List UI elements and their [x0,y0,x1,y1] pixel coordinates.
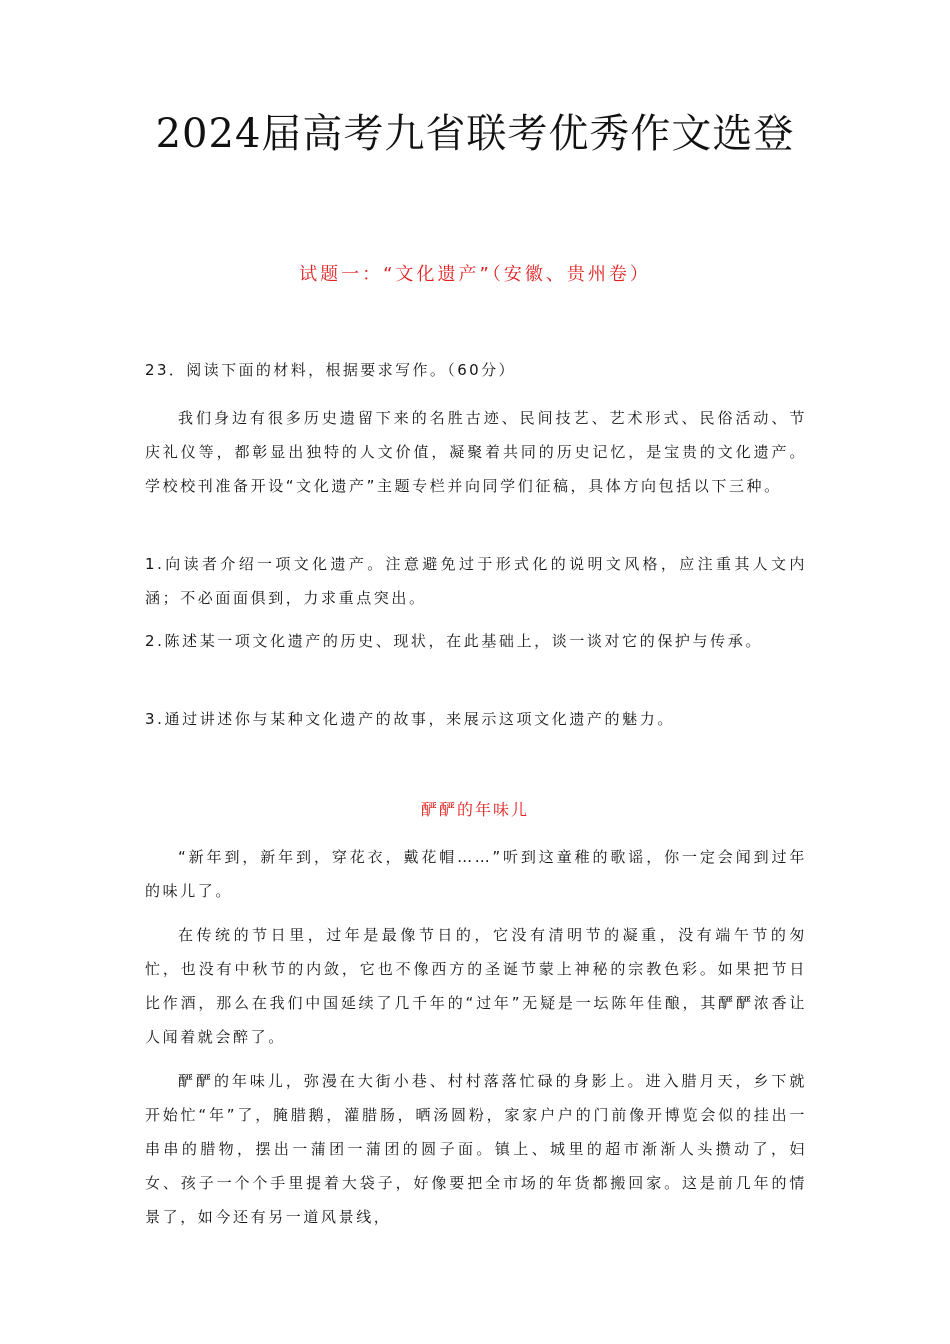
essay-title: 酽酽的年味儿 [420,800,529,819]
material-paragraph: 我们身边有很多历史遗留下来的名胜古迹、民间技艺、艺术形式、民俗活动、节庆礼仪等，都彰显出独特的人文价值，凝聚着共同的历史记忆，是宝贵的文化遗产。学校校刊准备开设“文化遗产”主题专栏并向同学们征稿，具体方向包括以下三种。 [145,409,807,495]
option-1: 1.向读者介绍一项文化遗产。注意避免过于形式化的说明文风格，应注重其人文内涵；不必面面俱到，力求重点突出。 [145,555,807,607]
essay-paragraph-2: 在传统的节日里，过年是最像节日的，它没有清明节的凝重，没有端午节的匆忙，也没有中秋节的内敛，它也不像西方的圣诞节蒙上神秘的宗教色彩。如果把节日比作酒，那么在我们中国延续了几千年的“过年”无疑是一坛陈年佳酿，其酽酽浓香让人闻着就会醉了。 [145,926,807,1046]
option-3: 3.通过讲述你与某种文化遗产的故事，来展示这项文化遗产的魅力。 [145,710,675,728]
essay-paragraph-3: 酽酽的年味儿，弥漫在大街小巷、村村落落忙碌的身影上。进入腊月天，乡下就开始忙“年”了，腌腊鹅，灌腊肠，晒汤圆粉，家家户户的门前像开博览会似的挂出一串串的腊物，摆出一蒲团一蒲团的圆子面。镇上、城里的超市渐渐人头攒动了，妇女、孩子一个个手里提着大袋子，好像要把全市场的年货都搬回家。这是前几年的情景了，如今还有另一道风景线， [145,1072,807,1226]
writing-prompt: 23．阅读下面的材料，根据要求写作。（60分） [145,361,516,379]
essay-paragraph-1: “新年到，新年到，穿花衣，戴花帽……”听到这童稚的歌谣，你一定会闻到过年的味儿了。 [145,848,807,900]
document-title: 2024届高考九省联考优秀作文选登 [155,111,795,157]
topic-heading: 试题一：“文化遗产”（安徽、贵州卷） [299,264,651,285]
option-2: 2.陈述某一项文化遗产的历史、现状，在此基础上，谈一谈对它的保护与传承。 [145,632,763,650]
